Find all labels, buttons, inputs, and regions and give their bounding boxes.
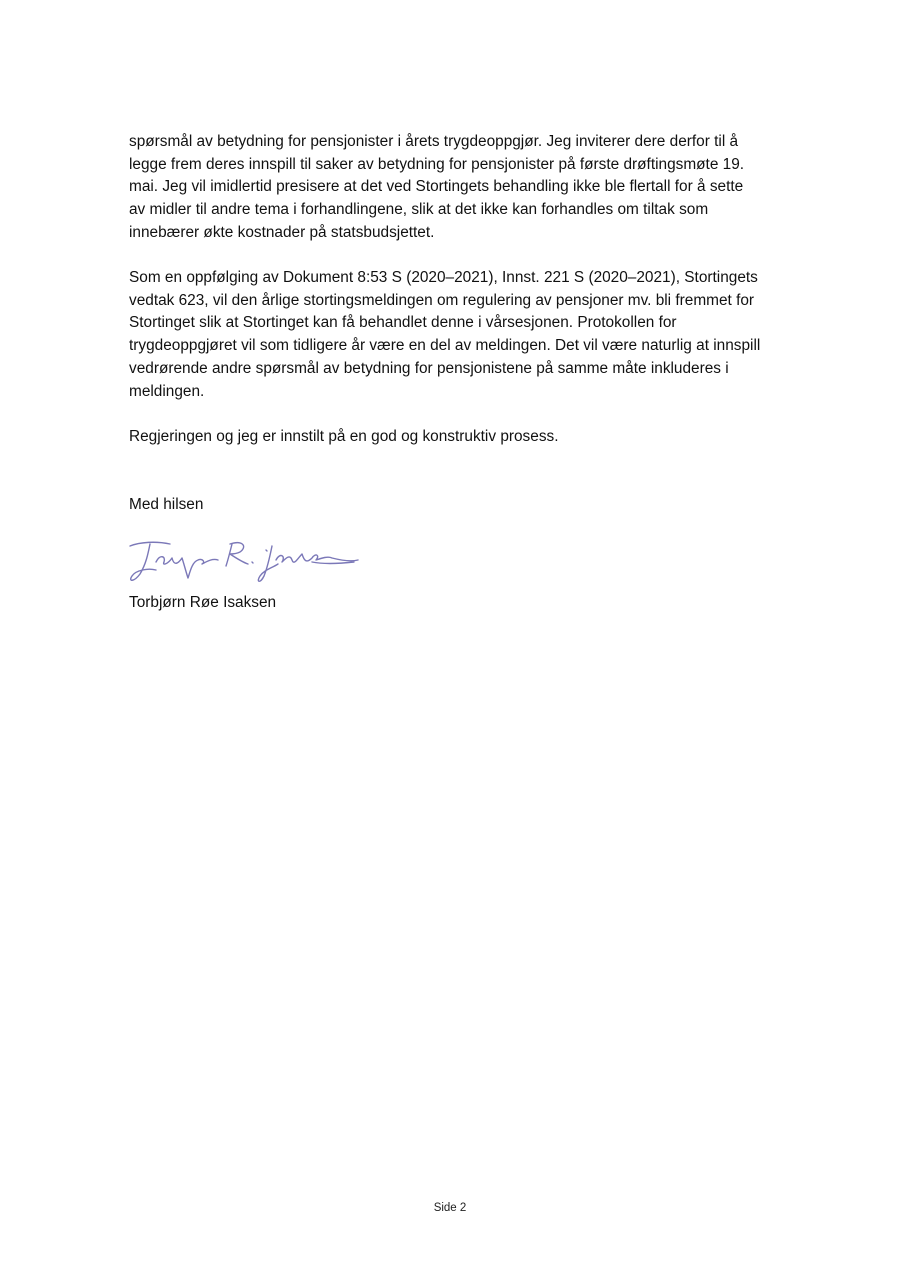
text-line: Stortinget slik at Stortinget kan få behandlet denne i vårsesjonen. Protokollen for (129, 314, 677, 332)
text-line: vedtak 623, vil den årlige stortingsmeldingen om regulering av pensjoner mv. bli fremmet for (129, 291, 755, 309)
text-line: vedrørende andre spørsmål av betydning for pensjonistene på samme måte inkluderes i (129, 359, 729, 377)
text-line: mai. Jeg vil imidlertid presisere at det ved Stortingets behandling ikke ble flertall for å sette (129, 178, 744, 196)
page-number: Side 2 (433, 1202, 467, 1214)
signer-name: Torbjørn Røe Isaksen (129, 594, 277, 611)
body-paragraph (129, 131, 819, 245)
text-line: Som en oppfølging av Dokument 8:53 S (2020–2021), Innst. 221 S (2020–2021), Stortingets (129, 269, 758, 286)
text-line: Regjeringen og jeg er innstilt på en god og konstruktiv prosess. (129, 428, 559, 445)
text-line: av midler til andre tema i forhandlingene, slik at det ikke kan forhandles om tiltak som (129, 201, 709, 219)
text-line: legge frem deres innspill til saker av betydning for pensjonister på første drøftingsmøte 19. (129, 155, 745, 173)
text-line: meldingen. (129, 382, 205, 400)
handwritten-signature-icon (126, 532, 362, 590)
body-paragraph (129, 426, 819, 449)
text-line: innebærer økte kostnader på statsbudsjettet. (129, 223, 435, 241)
body-paragraph (129, 267, 819, 403)
text-line: spørsmål av betydning for pensjonister i årets trygdeoppgjør. Jeg inviterer dere derfor til å (129, 133, 739, 150)
closing-salutation: Med hilsen (129, 496, 204, 513)
text-line: trygdeoppgjøret vil som tidligere år være en del av meldingen. Det vil være naturlig at innspill (129, 337, 761, 355)
